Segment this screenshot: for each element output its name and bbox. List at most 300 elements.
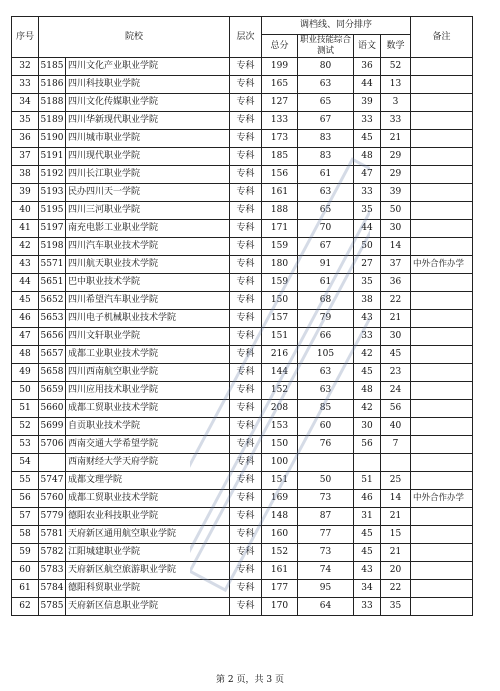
row-level: 专科 <box>230 310 262 328</box>
row-level: 专科 <box>230 382 262 400</box>
row-school: 四川城市职业学院 <box>66 130 230 148</box>
row-seq: 35 <box>12 112 39 130</box>
row-chinese: 34 <box>354 580 381 598</box>
row-remark <box>411 364 473 382</box>
row-level: 专科 <box>230 598 262 616</box>
admission-table-sheet <box>11 16 472 616</box>
row-vocational: 70 <box>298 220 354 238</box>
table-row <box>12 364 473 382</box>
page-footer: 第 2 页，共 3 页 <box>216 675 284 685</box>
row-math: 29 <box>381 166 411 184</box>
row-remark <box>411 580 473 598</box>
row-total: 144 <box>262 364 298 382</box>
row-code: 5185 <box>39 58 66 76</box>
row-seq: 47 <box>12 328 39 346</box>
header-remark: 备注 <box>411 17 473 58</box>
row-school: 四川科技职业学院 <box>66 76 230 94</box>
row-school: 江阳城建职业学院 <box>66 544 230 562</box>
row-total: 151 <box>262 328 298 346</box>
row-seq: 57 <box>12 508 39 526</box>
row-remark <box>411 310 473 328</box>
row-seq: 34 <box>12 94 39 112</box>
row-chinese: 43 <box>354 310 381 328</box>
row-vocational: 105 <box>298 346 354 364</box>
table-row <box>12 580 473 598</box>
row-school: 西南财经大学天府学院 <box>66 454 230 472</box>
row-chinese: 33 <box>354 184 381 202</box>
row-chinese: 44 <box>354 220 381 238</box>
row-math: 56 <box>381 400 411 418</box>
row-code: 5656 <box>39 328 66 346</box>
row-code: 5652 <box>39 292 66 310</box>
row-vocational: 95 <box>298 580 354 598</box>
row-total: 152 <box>262 544 298 562</box>
row-code: 5193 <box>39 184 66 202</box>
row-level: 专科 <box>230 544 262 562</box>
row-remark <box>411 292 473 310</box>
row-code: 5653 <box>39 310 66 328</box>
row-total: 216 <box>262 346 298 364</box>
header-group: 调档线、同分排序 <box>262 17 411 35</box>
row-seq: 58 <box>12 526 39 544</box>
row-chinese <box>354 454 381 472</box>
row-total: 171 <box>262 220 298 238</box>
row-remark <box>411 544 473 562</box>
row-math: 14 <box>381 490 411 508</box>
row-math: 45 <box>381 346 411 364</box>
row-remark <box>411 562 473 580</box>
row-total: 188 <box>262 202 298 220</box>
row-total: 160 <box>262 526 298 544</box>
table-row <box>12 526 473 544</box>
row-level: 专科 <box>230 562 262 580</box>
row-seq: 55 <box>12 472 39 490</box>
row-remark <box>411 220 473 238</box>
table-row <box>12 472 473 490</box>
row-vocational: 67 <box>298 238 354 256</box>
row-level: 专科 <box>230 274 262 292</box>
row-school: 四川文轩职业学院 <box>66 328 230 346</box>
row-seq: 39 <box>12 184 39 202</box>
row-chinese: 35 <box>354 202 381 220</box>
row-code: 5198 <box>39 238 66 256</box>
table-row <box>12 58 473 76</box>
row-math: 21 <box>381 508 411 526</box>
row-math: 40 <box>381 418 411 436</box>
table-row <box>12 130 473 148</box>
row-code: 5782 <box>39 544 66 562</box>
table-row <box>12 562 473 580</box>
row-level: 专科 <box>230 76 262 94</box>
row-chinese: 43 <box>354 562 381 580</box>
row-remark: 中外合作办学 <box>411 256 473 274</box>
row-math: 21 <box>381 130 411 148</box>
row-code: 5188 <box>39 94 66 112</box>
table-row <box>12 346 473 364</box>
table-row <box>12 436 473 454</box>
row-level: 专科 <box>230 418 262 436</box>
row-code: 5659 <box>39 382 66 400</box>
row-seq: 52 <box>12 418 39 436</box>
row-level: 专科 <box>230 184 262 202</box>
admission-score-table <box>11 16 473 616</box>
table-row <box>12 400 473 418</box>
table-row <box>12 418 473 436</box>
row-school: 四川应用技术职业学院 <box>66 382 230 400</box>
row-school: 四川现代职业学院 <box>66 148 230 166</box>
row-vocational: 68 <box>298 292 354 310</box>
row-chinese: 48 <box>354 382 381 400</box>
row-vocational: 83 <box>298 148 354 166</box>
row-remark <box>411 436 473 454</box>
row-total: 156 <box>262 166 298 184</box>
row-math: 35 <box>381 598 411 616</box>
row-chinese: 48 <box>354 148 381 166</box>
row-math: 30 <box>381 328 411 346</box>
row-total: 170 <box>262 598 298 616</box>
row-remark <box>411 418 473 436</box>
header-chinese: 语文 <box>354 35 381 58</box>
row-chinese: 45 <box>354 364 381 382</box>
row-seq: 32 <box>12 58 39 76</box>
row-total: 159 <box>262 238 298 256</box>
row-seq: 51 <box>12 400 39 418</box>
row-code: 5571 <box>39 256 66 274</box>
row-level: 专科 <box>230 580 262 598</box>
row-chinese: 38 <box>354 292 381 310</box>
row-vocational: 79 <box>298 310 354 328</box>
row-chinese: 42 <box>354 346 381 364</box>
row-chinese: 45 <box>354 130 381 148</box>
row-code: 5760 <box>39 490 66 508</box>
row-seq: 59 <box>12 544 39 562</box>
row-chinese: 31 <box>354 508 381 526</box>
row-level: 专科 <box>230 220 262 238</box>
row-vocational: 80 <box>298 58 354 76</box>
row-level: 专科 <box>230 526 262 544</box>
row-math: 3 <box>381 94 411 112</box>
table-row <box>12 202 473 220</box>
table-row <box>12 274 473 292</box>
header-vocational: 职业技能综合测试 <box>298 35 354 58</box>
row-total: 153 <box>262 418 298 436</box>
row-total: 148 <box>262 508 298 526</box>
row-vocational: 83 <box>298 130 354 148</box>
row-total: 161 <box>262 184 298 202</box>
row-chinese: 27 <box>354 256 381 274</box>
row-level: 专科 <box>230 238 262 256</box>
row-code: 5785 <box>39 598 66 616</box>
row-vocational: 73 <box>298 544 354 562</box>
row-level: 专科 <box>230 364 262 382</box>
row-math: 50 <box>381 202 411 220</box>
row-school: 成都工贸职业技术学院 <box>66 400 230 418</box>
row-level: 专科 <box>230 436 262 454</box>
row-level: 专科 <box>230 454 262 472</box>
row-vocational: 63 <box>298 364 354 382</box>
table-row <box>12 508 473 526</box>
row-math: 30 <box>381 220 411 238</box>
row-vocational: 74 <box>298 562 354 580</box>
row-math: 7 <box>381 436 411 454</box>
row-seq: 56 <box>12 490 39 508</box>
row-chinese: 51 <box>354 472 381 490</box>
row-chinese: 45 <box>354 526 381 544</box>
row-math: 52 <box>381 58 411 76</box>
row-chinese: 39 <box>354 94 381 112</box>
row-math: 37 <box>381 256 411 274</box>
row-math: 33 <box>381 112 411 130</box>
row-chinese: 46 <box>354 490 381 508</box>
row-seq: 46 <box>12 310 39 328</box>
row-vocational: 77 <box>298 526 354 544</box>
row-math <box>381 454 411 472</box>
table-row <box>12 598 473 616</box>
row-school: 巴中职业技术学院 <box>66 274 230 292</box>
row-chinese: 33 <box>354 328 381 346</box>
row-remark <box>411 76 473 94</box>
row-code: 5186 <box>39 76 66 94</box>
table-row <box>12 256 473 274</box>
row-chinese: 33 <box>354 112 381 130</box>
row-school: 西南交通大学希望学院 <box>66 436 230 454</box>
row-code: 5192 <box>39 166 66 184</box>
row-math: 21 <box>381 544 411 562</box>
row-code <box>39 454 66 472</box>
row-remark: 中外合作办学 <box>411 490 473 508</box>
row-vocational: 63 <box>298 76 354 94</box>
row-code: 5699 <box>39 418 66 436</box>
row-total: 157 <box>262 310 298 328</box>
row-vocational: 65 <box>298 94 354 112</box>
row-math: 21 <box>381 310 411 328</box>
row-chinese: 35 <box>354 274 381 292</box>
row-seq: 40 <box>12 202 39 220</box>
row-code: 5779 <box>39 508 66 526</box>
row-seq: 53 <box>12 436 39 454</box>
row-school: 天府新区信息职业学院 <box>66 598 230 616</box>
row-school: 四川电子机械职业技术学院 <box>66 310 230 328</box>
row-total: 185 <box>262 148 298 166</box>
row-total: 151 <box>262 472 298 490</box>
row-code: 5658 <box>39 364 66 382</box>
row-total: 161 <box>262 562 298 580</box>
row-code: 5197 <box>39 220 66 238</box>
row-remark <box>411 472 473 490</box>
row-remark <box>411 148 473 166</box>
row-math: 25 <box>381 472 411 490</box>
row-total: 177 <box>262 580 298 598</box>
row-school: 成都工贸职业技术学院 <box>66 490 230 508</box>
row-seq: 48 <box>12 346 39 364</box>
row-math: 15 <box>381 526 411 544</box>
row-vocational: 66 <box>298 328 354 346</box>
table-row <box>12 148 473 166</box>
row-level: 专科 <box>230 292 262 310</box>
row-level: 专科 <box>230 58 262 76</box>
table-body <box>12 58 473 616</box>
table-row <box>12 220 473 238</box>
row-seq: 54 <box>12 454 39 472</box>
row-school: 成都工业职业技术学院 <box>66 346 230 364</box>
row-remark <box>411 382 473 400</box>
row-seq: 43 <box>12 256 39 274</box>
row-vocational: 60 <box>298 418 354 436</box>
row-total: 100 <box>262 454 298 472</box>
row-school: 四川文化产业职业学院 <box>66 58 230 76</box>
row-chinese: 44 <box>354 76 381 94</box>
row-math: 13 <box>381 76 411 94</box>
row-level: 专科 <box>230 112 262 130</box>
row-school: 四川希望汽车职业学院 <box>66 292 230 310</box>
row-total: 180 <box>262 256 298 274</box>
row-level: 专科 <box>230 400 262 418</box>
row-level: 专科 <box>230 472 262 490</box>
row-vocational: 61 <box>298 166 354 184</box>
row-total: 173 <box>262 130 298 148</box>
row-seq: 33 <box>12 76 39 94</box>
header-school: 院校 <box>39 17 230 58</box>
row-remark <box>411 598 473 616</box>
row-math: 24 <box>381 382 411 400</box>
row-school: 四川汽车职业技术学院 <box>66 238 230 256</box>
row-level: 专科 <box>230 202 262 220</box>
table-row <box>12 76 473 94</box>
row-school: 天府新区航空旅游职业学院 <box>66 562 230 580</box>
table-row <box>12 112 473 130</box>
row-school: 天府新区通用航空职业学院 <box>66 526 230 544</box>
row-chinese: 30 <box>354 418 381 436</box>
row-level: 专科 <box>230 130 262 148</box>
table-row <box>12 238 473 256</box>
table-row <box>12 166 473 184</box>
row-chinese: 33 <box>354 598 381 616</box>
row-code: 5190 <box>39 130 66 148</box>
row-level: 专科 <box>230 490 262 508</box>
row-vocational <box>298 454 354 472</box>
row-vocational: 73 <box>298 490 354 508</box>
row-school: 四川航天职业技术学院 <box>66 256 230 274</box>
row-seq: 45 <box>12 292 39 310</box>
row-seq: 50 <box>12 382 39 400</box>
row-math: 23 <box>381 364 411 382</box>
row-code: 5191 <box>39 148 66 166</box>
row-remark <box>411 94 473 112</box>
row-chinese: 42 <box>354 400 381 418</box>
row-level: 专科 <box>230 328 262 346</box>
row-total: 150 <box>262 292 298 310</box>
row-seq: 61 <box>12 580 39 598</box>
row-total: 150 <box>262 436 298 454</box>
header-math: 数学 <box>381 35 411 58</box>
header-total: 总分 <box>262 35 298 58</box>
row-math: 36 <box>381 274 411 292</box>
row-seq: 42 <box>12 238 39 256</box>
row-seq: 38 <box>12 166 39 184</box>
table-row <box>12 292 473 310</box>
table-row <box>12 454 473 472</box>
table-row <box>12 544 473 562</box>
row-code: 5657 <box>39 346 66 364</box>
row-seq: 41 <box>12 220 39 238</box>
row-math: 20 <box>381 562 411 580</box>
row-total: 152 <box>262 382 298 400</box>
row-total: 159 <box>262 274 298 292</box>
row-math: 29 <box>381 148 411 166</box>
row-remark <box>411 328 473 346</box>
table-row <box>12 310 473 328</box>
row-school: 德阳科贸职业学院 <box>66 580 230 598</box>
row-school: 四川文化传媒职业学院 <box>66 94 230 112</box>
row-chinese: 50 <box>354 238 381 256</box>
row-seq: 49 <box>12 364 39 382</box>
row-school: 自贡职业技术学院 <box>66 418 230 436</box>
row-vocational: 91 <box>298 256 354 274</box>
row-level: 专科 <box>230 94 262 112</box>
row-vocational: 65 <box>298 202 354 220</box>
row-remark <box>411 58 473 76</box>
header-seq: 序号 <box>12 17 39 58</box>
row-total: 169 <box>262 490 298 508</box>
table-row <box>12 382 473 400</box>
row-remark <box>411 400 473 418</box>
row-school: 四川西南航空职业学院 <box>66 364 230 382</box>
row-vocational: 50 <box>298 472 354 490</box>
row-code: 5784 <box>39 580 66 598</box>
row-math: 39 <box>381 184 411 202</box>
row-remark <box>411 346 473 364</box>
row-remark <box>411 166 473 184</box>
row-remark <box>411 202 473 220</box>
row-code: 5747 <box>39 472 66 490</box>
row-vocational: 67 <box>298 112 354 130</box>
row-chinese: 45 <box>354 544 381 562</box>
row-school: 四川华新现代职业学院 <box>66 112 230 130</box>
row-code: 5706 <box>39 436 66 454</box>
row-remark <box>411 526 473 544</box>
row-code: 5660 <box>39 400 66 418</box>
row-level: 专科 <box>230 256 262 274</box>
row-school: 四川三河职业学院 <box>66 202 230 220</box>
row-seq: 44 <box>12 274 39 292</box>
table-row <box>12 328 473 346</box>
row-total: 165 <box>262 76 298 94</box>
row-total: 208 <box>262 400 298 418</box>
row-math: 22 <box>381 292 411 310</box>
table-row <box>12 490 473 508</box>
row-total: 199 <box>262 58 298 76</box>
row-math: 22 <box>381 580 411 598</box>
row-vocational: 63 <box>298 382 354 400</box>
row-level: 专科 <box>230 166 262 184</box>
row-remark <box>411 508 473 526</box>
row-chinese: 36 <box>354 58 381 76</box>
row-vocational: 61 <box>298 274 354 292</box>
row-chinese: 47 <box>354 166 381 184</box>
row-vocational: 87 <box>298 508 354 526</box>
row-level: 专科 <box>230 346 262 364</box>
row-remark <box>411 238 473 256</box>
row-seq: 62 <box>12 598 39 616</box>
row-total: 127 <box>262 94 298 112</box>
table-row <box>12 94 473 112</box>
table-row <box>12 184 473 202</box>
row-remark <box>411 130 473 148</box>
row-vocational: 64 <box>298 598 354 616</box>
row-remark <box>411 112 473 130</box>
row-code: 5195 <box>39 202 66 220</box>
row-school: 成都文理学院 <box>66 472 230 490</box>
